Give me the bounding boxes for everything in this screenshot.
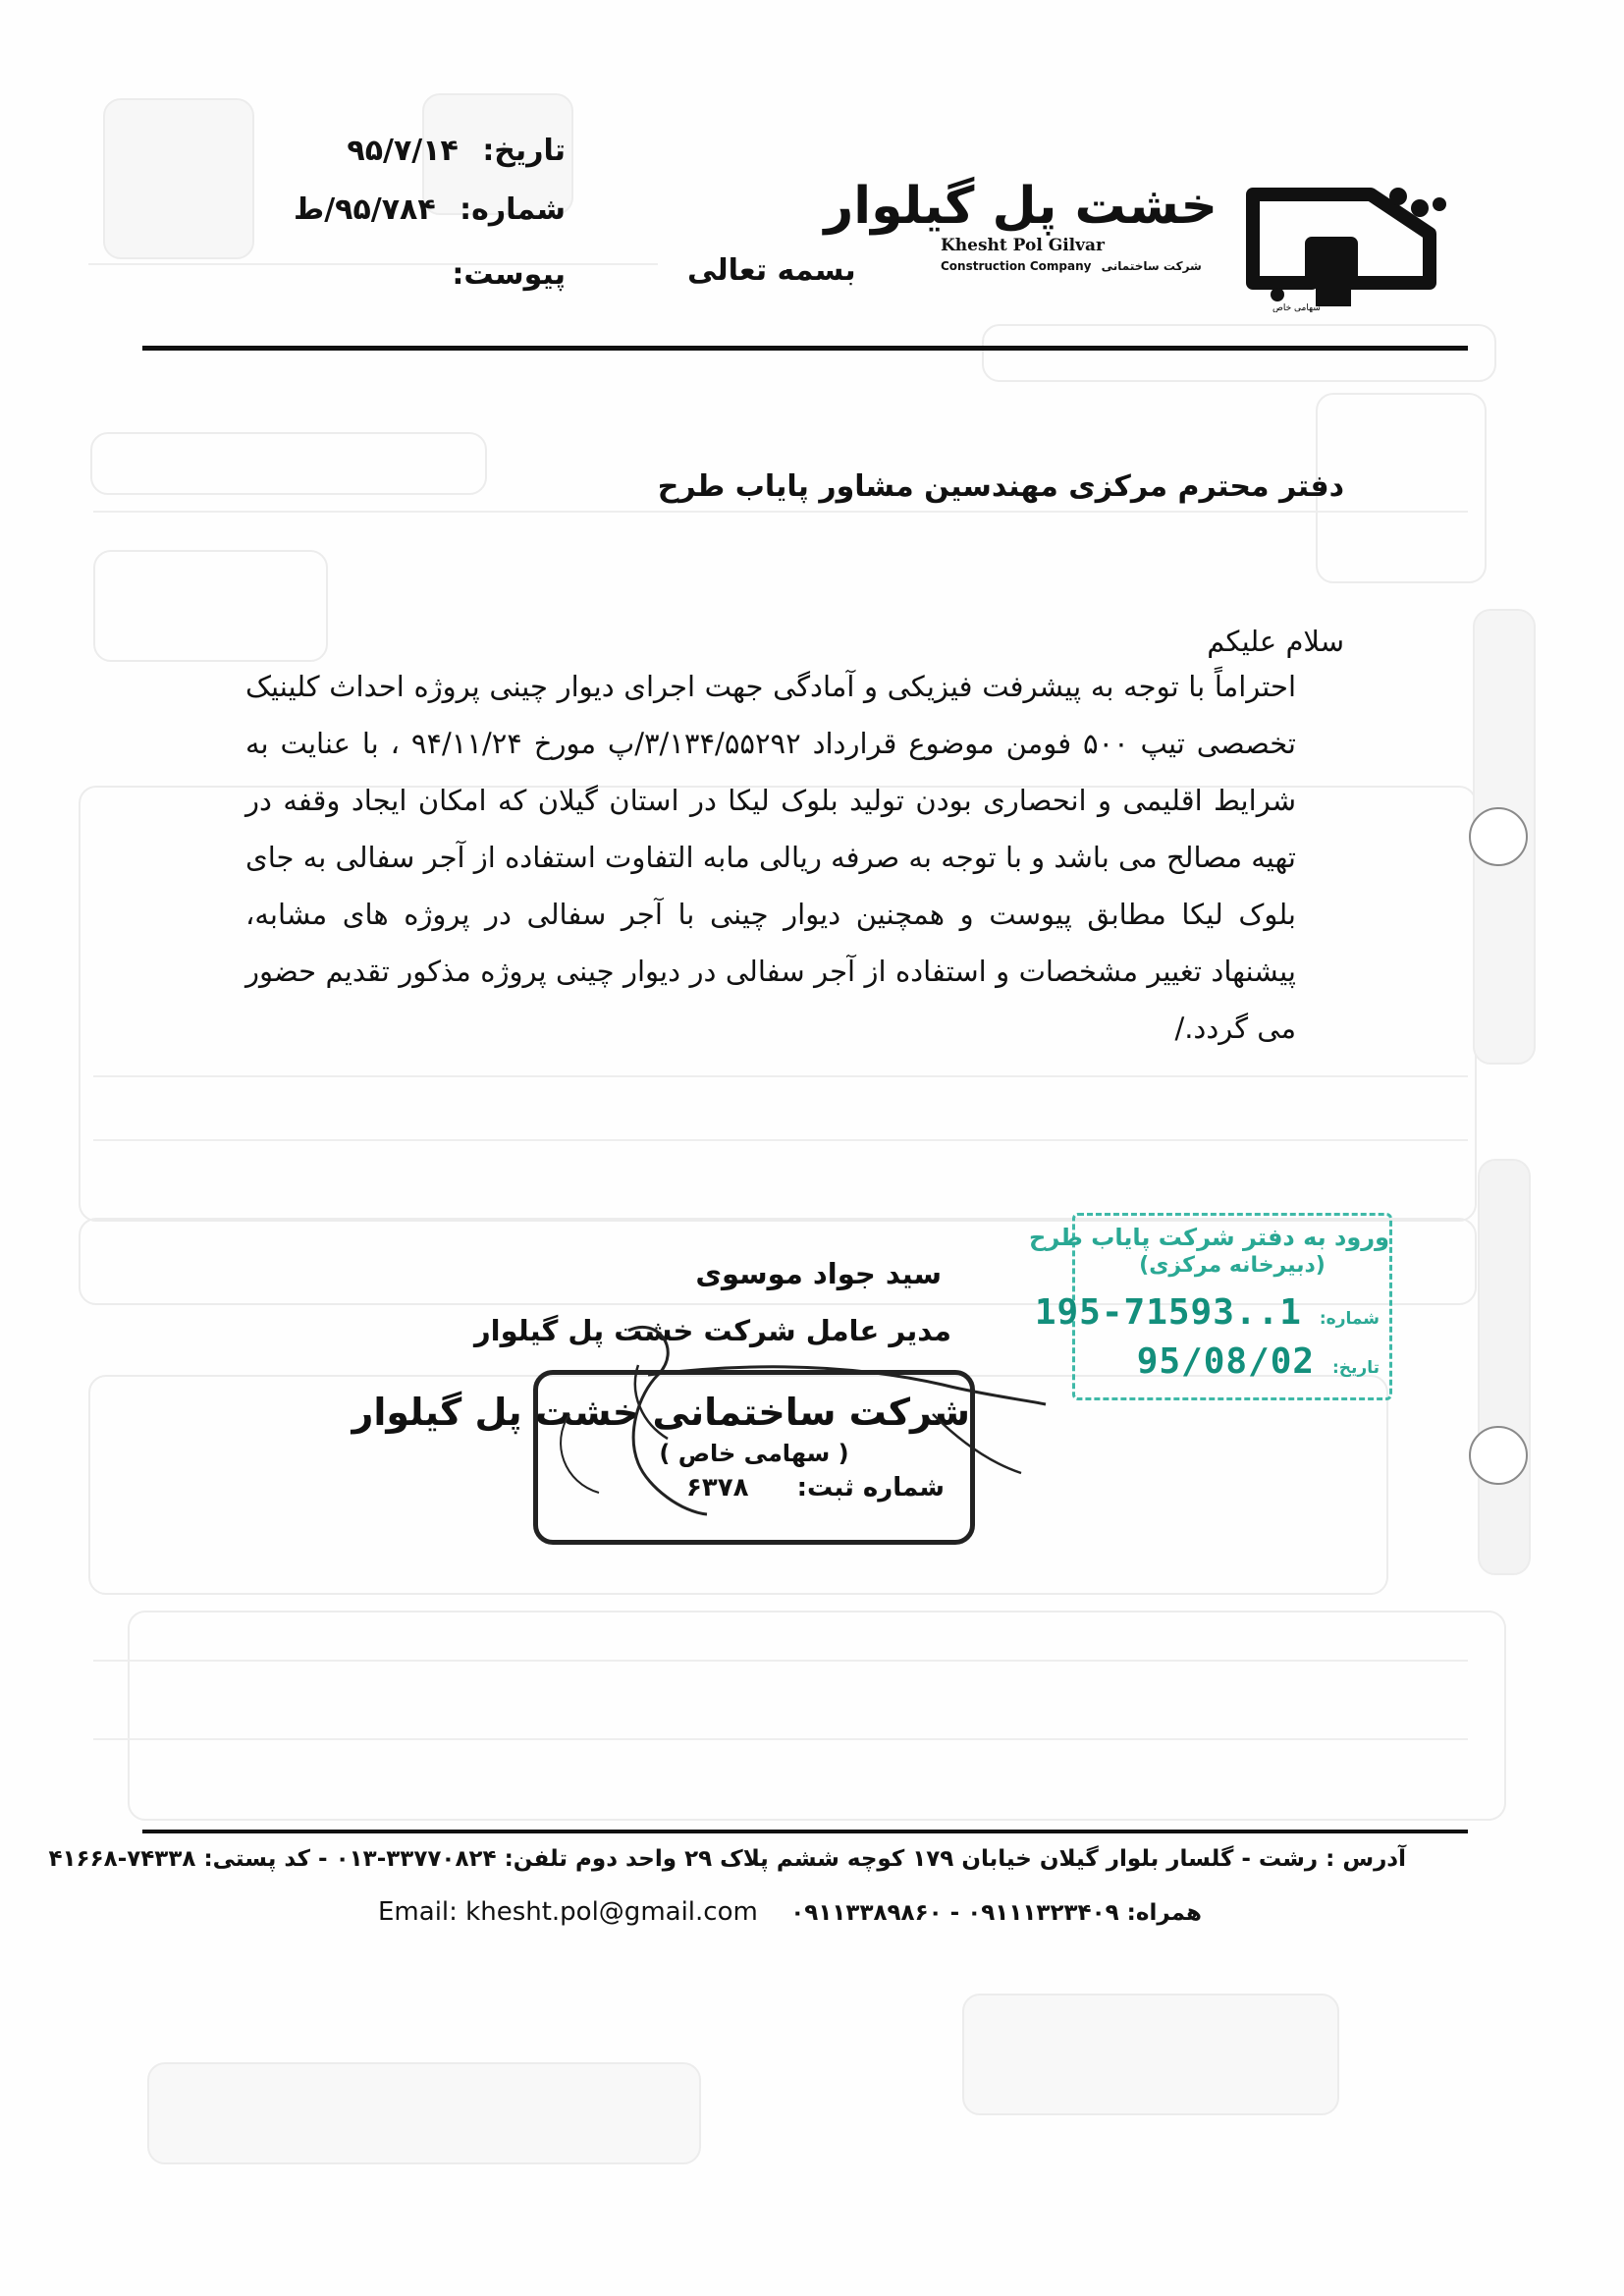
punch-hole bbox=[1469, 1426, 1528, 1485]
company-subtitle bbox=[941, 259, 1255, 273]
number-value: ۹۵/۷۸۴/ط bbox=[294, 192, 436, 227]
received-number-row bbox=[1035, 1292, 1380, 1333]
company-sub-fa: شرکت ساختمانی bbox=[1101, 259, 1202, 273]
seal-registration-value: ۶۳۷۸ bbox=[686, 1473, 749, 1503]
date-row bbox=[347, 134, 566, 168]
footer-mobile: همراه: ۰۹۱۱۱۳۲۳۴۰۹ - ۰۹۱۱۳۳۸۹۸۶۰ bbox=[790, 1900, 1202, 1926]
basmala: بسمه تعالی bbox=[687, 253, 856, 288]
seal-registration bbox=[538, 1473, 970, 1503]
bleed-through-box bbox=[147, 2062, 701, 2164]
recipient-line: دفتر محترم مرکزی مهندسین مشاور پایاب طرح bbox=[657, 469, 1344, 504]
received-date-value: 95/08/02 bbox=[1136, 1341, 1316, 1382]
received-number-label: شماره: bbox=[1319, 1309, 1380, 1329]
received-number-value: 1..195-71593 bbox=[1034, 1292, 1302, 1333]
bleed-through-box bbox=[93, 550, 328, 662]
bleed-through-line bbox=[93, 1075, 1468, 1077]
date-value: ۹۵/۷/۱۴ bbox=[347, 134, 459, 168]
company-sub-en: Construction Company bbox=[941, 259, 1092, 273]
company-name-fa: خشت پل گیلوار bbox=[824, 177, 1218, 236]
footer-email: Email: khesht.pol@gmail.com bbox=[378, 1897, 758, 1927]
greeting: سلام علیکم bbox=[1207, 625, 1344, 658]
bleed-through-box bbox=[982, 324, 1496, 382]
attachment-row bbox=[452, 257, 566, 292]
received-stamp-title: ورود به دفتر شرکت پایاب طرح bbox=[1029, 1224, 1389, 1251]
footer-address: آدرس : رشت - گلسار بلوار گیلان خیابان ۱۷۹ کوچه ششم پلاک ۲۹ واحد دوم تلفن: ۳۳۷۷۰۸۲۴-۰۱۳ - کد پستی: ۷۴۳۳۸-۴۱۶۶۸ bbox=[48, 1846, 1406, 1872]
attachment-label: پیوست: bbox=[452, 257, 566, 292]
bleed-through-box bbox=[103, 98, 254, 259]
number-row bbox=[294, 192, 566, 227]
received-date-row bbox=[1137, 1341, 1380, 1382]
bleed-through-box bbox=[962, 1994, 1339, 2115]
date-label: تاریخ: bbox=[482, 134, 566, 168]
bleed-through-box bbox=[128, 1611, 1506, 1821]
received-stamp bbox=[1029, 1213, 1392, 1400]
signer-title: مدیر عامل شرکت خشت پل گیلوار bbox=[473, 1314, 951, 1347]
bleed-through-box bbox=[90, 432, 487, 495]
received-stamp-subtitle: (دبیرخانه مرکزی) bbox=[1139, 1253, 1326, 1278]
signer-name: سید جواد موسوی bbox=[695, 1257, 942, 1290]
received-date-label: تاریخ: bbox=[1332, 1358, 1380, 1378]
company-logo-icon bbox=[1233, 175, 1459, 312]
letter-body-paragraph: احتراماً با توجه به پیشرفت فیزیکی و آمادگی جهت اجرای دیوار چینی پروژه احداث کلینیک تخصصی تیپ ۵۰۰ فومن موضوع قرارداد ۳/۱۳۴/۵۵۲۹۲/پ مورخ ۹۴/۱۱/۲۴ ، با عنایت به شرایط اقلیمی و انحصاری بودن تولید بلوک لیکا در استان گیلان که امکان ایجاد وقفه در تهیه مصالح می باشد و با توجه به صرفه ریالی مابه التفاوت استفاده از آجر سفالی به جای بلوک لیکا مطابق پیوست و همچنین دیوار چینی با آجر سفالی در پروژه های مشابه، پیشنهاد تغییر مشخصات و استفاده از آجر سفالی در دیوار چینی پروژه مذکور تقدیم حضور می گردد./ bbox=[245, 670, 1297, 1045]
bleed-through-line bbox=[93, 1660, 1468, 1662]
bleed-through-line bbox=[93, 1738, 1468, 1740]
seal-subtitle: ( سهامی خاص ) bbox=[659, 1440, 849, 1467]
seal-registration-label: شماره ثبت: bbox=[796, 1473, 945, 1503]
punch-hole bbox=[1469, 807, 1528, 866]
number-label: شماره: bbox=[460, 192, 566, 227]
company-name-en: Khesht Pol Gilvar bbox=[941, 236, 1105, 255]
bleed-through-line bbox=[93, 511, 1468, 513]
bleed-through-line bbox=[93, 1139, 1468, 1141]
footer-rule bbox=[142, 1830, 1468, 1833]
bleed-through-box bbox=[1478, 1159, 1531, 1575]
bleed-through-line bbox=[88, 263, 658, 265]
header-rule bbox=[142, 346, 1468, 351]
logo-caption: سهامی خاص bbox=[1272, 303, 1321, 312]
company-seal-stamp bbox=[352, 1370, 975, 1545]
seal-title: شرکت ساختمانی خشت پل گیلوار bbox=[352, 1391, 970, 1434]
